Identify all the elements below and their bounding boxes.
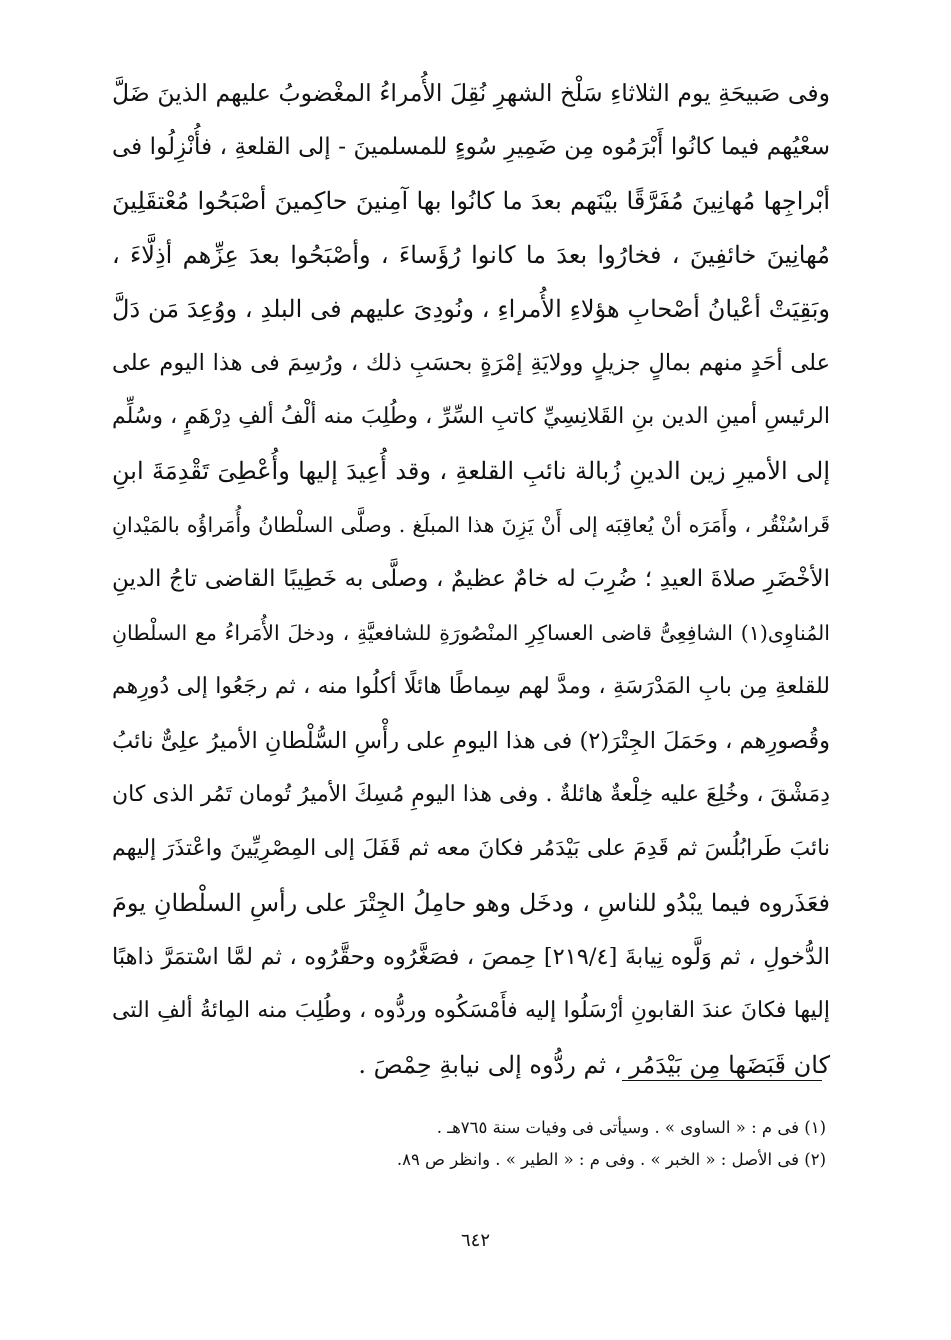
text-line: سعْيُهم فيما كانُوا أَبْرَمُوه مِن ضَمِيرِ سُوءٍ للمسلمينَ - إلى القلعةِ ، فأُنْزِلُوا فى [112,134,830,160]
text-line: الدُّخولِ ، ثم وَلَّوه نِيابةَ [٢١٩/٤] حِمصَ ، فصَغَّرُوه وحقَّرُوه ، ثم لمَّا اسْتمَرَّ ذاهبًا [112,944,830,970]
text-line: المُناوِى(١) الشافِعِىُّ قاضى العساكِرِ المنْصُورَةِ للشافعيَّةِ ، ودخلَ الأُمَراءُ مع السلْطانِ [112,621,830,645]
text-line: قَراسُنْقُر ، وأَمَرَه أنْ يُعاقِبَه إلى أَنْ يَزِنَ هذا المبلَغ . وصلَّى السلْطانُ وأُمَراؤُه بالمَيْدانِ [112,513,830,537]
text-line: نائبَ طَرابُلُسَ ثم قَدِمَ على بَيْدَمُر فكانَ معه ثم قَفَلَ إلى المِصْرِيِّينَ واعْتذَرَ إليهم [112,836,830,861]
text-line: فعَذَروه فيما يبْدُو للناسِ ، ودخَل وهو حامِلُ الجِتْرَ على رأسِ السلْطانِ يومَ [112,889,830,917]
footnote-1: (١) فى م : « الساوى » . وسيأتى فى وفيات سنة ٧٦٥هـ . [436,1118,826,1137]
text-line: وقُصورِهم ، وحَمَلَ الجِتْرَ(٢) فى هذا اليومِ على رأْسِ السُّلْطانِ الأميرُ علِىٌّ نائبُ [112,728,830,754]
footnote-2: (٢) فى الأصل : « الخبر » . وفى م : « الطير » . وانظر ص ٨٩. [396,1150,826,1169]
text-line: إلى الأميرِ زين الدينِ زُبالة نائبِ القلعةِ ، وقد أُعِيدَ إليها وأُعْطِىَ تَقْدِمَةَ ابنِ [112,457,830,485]
text-line: أبْراجِها مُهانِينَ مُفَرَّقًا بيْنَهم بعدَ ما كانُوا بها آمِنينَ حاكِمينَ أصْبَحُوا مُعْتقَلِينَ [112,187,830,215]
text-line: مُهانِينَ خائفِينَ ، فخارُوا بعدَ ما كانوا رُؤَساءَ ، وأصْبَحُوا بعدَ عِزِّهم أذِلَّاءَ ، [112,241,830,269]
text-line: وبَقِيَتْ أعْيانُ أصْحابِ هؤلاءِ الأُمراءِ ، ونُودِىَ عليهم فى البلدِ ، ووُعِدَ مَن دَلَّ [112,295,830,323]
text-line: دِمَشْقَ ، وخُلِعَ عليه خِلْعةٌ هائلةٌ . وفى هذا اليومِ مُسِكَ الأميرُ تُومان تَمُر الذى كان [112,782,830,807]
text-line: الأخْضَرِ صلاةَ العيدِ ؛ ضُرِبَ له خامٌ عظيمٌ ، وصلَّى به خَطِيبًا القاضى تاجُ الدينِ [112,566,830,592]
text-line: للقلعةِ مِن بابِ المَدْرَسَةِ ، ومدَّ لهم سِماطًا هائلًا أكلُوا منه ، ثم رجَعُوا إلى دُورِهم [112,674,830,699]
footnotes-block [260,1112,826,1176]
footnote-separator [622,1080,822,1081]
text-line-last: كان قَبَضَها مِن بَيْدَمُر ، ثم ردُّوه إلى نيابةِ حِمْصَ . [358,1051,830,1079]
text-line: إليها فكانَ عندَ القابونِ أرْسَلُوا إليه فأَمْسَكُوه وردُّوه ، وطُلِبَ منه المِائةُ ألفِ التى [112,998,830,1023]
text-line: على أحَدٍ منهم بمالٍ جزيلٍ وولايَةِ إمْرَةٍ بحسَبِ ذلك ، ورُسِمَ فى هذا اليوم على [112,350,830,376]
main-text-block [112,66,830,1092]
page-number: ٦٤٢ [460,1230,490,1251]
text-line: وفى صَبيحَةِ يوم الثلاثاءِ سَلْخ الشهرِ نُقِلَ الأُمراءُ المغْضوبُ عليهم الذينَ ضَلَّ [112,79,830,107]
text-line: الرئيسِ أمينِ الدين بنِ القَلانِسِيِّ كاتبِ السِّرِّ ، وطُلِبَ منه ألْفُ ألفِ دِرْهَمٍ ، وسُلِّم [112,404,830,429]
